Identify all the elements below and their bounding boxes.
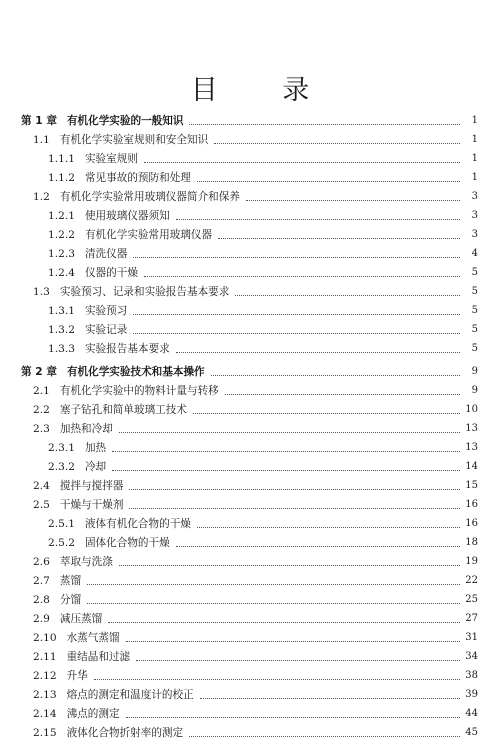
toc-entry-title: 水蒸气蒸馏 <box>66 632 120 644</box>
toc-entry-number: 1.3.2 <box>48 324 75 336</box>
toc-entry[interactable] <box>0 588 500 607</box>
toc-entry-number: 2.10 <box>33 632 57 644</box>
toc-entry[interactable] <box>0 128 500 147</box>
toc-entry-number: 2.7 <box>33 575 50 587</box>
toc-entry-title: 实验报告基本要求 <box>84 343 170 355</box>
toc-entry-page: 38 <box>465 670 478 681</box>
toc-entry-page: 4 <box>471 248 478 259</box>
toc-entry[interactable] <box>0 242 500 261</box>
dot-leader <box>225 393 460 395</box>
toc-entry-label <box>33 688 194 702</box>
toc-entry[interactable] <box>0 337 500 356</box>
toc-entry-label <box>48 152 138 166</box>
toc-entry-title: 仪器的干燥 <box>84 267 138 279</box>
dot-leader <box>87 602 460 604</box>
toc-entry-title: 有机化学实验的一般知识 <box>66 115 184 127</box>
toc-entry[interactable] <box>0 379 500 398</box>
toc-entry-number: 1.1.1 <box>48 153 75 165</box>
toc-entry-page: 3 <box>471 229 478 240</box>
toc-entry[interactable] <box>0 683 500 702</box>
toc-entry-number: 2.5.2 <box>48 537 75 549</box>
toc-entry-number: 2.4 <box>33 480 50 492</box>
toc-entry-title: 清洗仪器 <box>84 248 128 260</box>
toc-entry-page: 39 <box>465 689 478 700</box>
toc-entry[interactable] <box>0 398 500 417</box>
toc-entry-title: 冷却 <box>84 461 107 473</box>
toc-entry-page: 16 <box>465 518 478 529</box>
toc-entry[interactable] <box>0 299 500 318</box>
toc-entry-page: 25 <box>465 594 478 605</box>
toc-entry-title: 升华 <box>66 670 88 682</box>
toc-entry-number: 2.6 <box>33 556 50 568</box>
toc-entry-label <box>48 323 127 337</box>
toc-entry[interactable] <box>0 280 500 299</box>
toc-entry-title: 有机化学实验中的物料计量与转移 <box>59 385 219 397</box>
toc-entry[interactable] <box>0 702 500 721</box>
toc-entry-title: 有机化学实验常用玻璃仪器 <box>84 229 213 241</box>
toc-entry-title: 干燥与干燥剂 <box>59 499 124 511</box>
toc-entry-label <box>33 593 81 607</box>
toc-entry-label <box>33 555 113 569</box>
toc-entry-label <box>33 285 229 299</box>
toc-entry[interactable] <box>0 626 500 645</box>
dot-leader <box>218 237 460 239</box>
toc-entry-title: 液体有机化合物的干燥 <box>84 518 191 530</box>
toc-entry-label <box>48 304 127 318</box>
toc-entry-page: 15 <box>465 480 478 491</box>
toc-entry-label <box>33 631 120 645</box>
toc-entry-label <box>48 536 170 550</box>
toc-entry-title: 实验预习、记录和实验报告基本要求 <box>59 286 230 298</box>
dot-leader <box>133 313 460 315</box>
toc-entry[interactable] <box>0 223 500 242</box>
toc-entry-number: 1.3 <box>33 286 50 298</box>
toc-entry-title: 重结晶和过滤 <box>66 651 131 663</box>
toc-entry-label <box>48 247 127 261</box>
toc-entry-label <box>33 422 113 436</box>
toc-entry-title: 有机化学实验室规则和安全知识 <box>59 134 209 146</box>
toc-entry-title: 实验室规则 <box>84 153 138 165</box>
toc-entry-number: 1.2.3 <box>48 248 75 260</box>
toc-entry-title: 实验记录 <box>84 324 128 336</box>
toc-entry-title: 分馏 <box>59 594 82 606</box>
dot-leader <box>246 199 460 201</box>
toc-entry[interactable] <box>0 261 500 280</box>
toc-entry-page: 10 <box>465 404 478 415</box>
toc-entry-label <box>33 190 240 204</box>
toc-entry[interactable] <box>0 607 500 626</box>
toc-entry-label <box>33 574 81 588</box>
toc-entry-number: 2.5 <box>33 499 50 511</box>
toc-entry-number: 2.3.2 <box>48 461 75 473</box>
toc-entry-label <box>33 133 208 147</box>
dot-leader <box>235 294 460 296</box>
toc-entry[interactable] <box>0 204 500 223</box>
toc-entry-title: 搅拌与搅拌器 <box>59 480 124 492</box>
toc-entry-page: 9 <box>471 366 478 377</box>
toc-entry-number: 1.2.1 <box>48 210 75 222</box>
toc-entry-title: 塞子钻孔和简单玻璃工技术 <box>59 404 187 416</box>
toc-entry-label <box>21 114 183 128</box>
toc-entry-page: 3 <box>471 210 478 221</box>
dot-leader <box>211 374 460 376</box>
dot-leader <box>133 256 460 258</box>
toc-entry-number: 1.3.1 <box>48 305 75 317</box>
toc-entry-number: 2.3.1 <box>48 442 75 454</box>
toc-entry-number: 2.11 <box>33 651 57 663</box>
toc-entry-number: 1.3.3 <box>48 343 75 355</box>
toc-entry-label <box>48 266 138 280</box>
toc-entry[interactable] <box>0 166 500 185</box>
toc-entry-title: 有机化学实验技术和基本操作 <box>66 366 205 378</box>
toc-entry-number: 2.8 <box>33 594 50 606</box>
dot-leader <box>193 412 460 414</box>
toc-entry-title: 实验预习 <box>84 305 128 317</box>
toc-entry-title: 常见事故的预防和处理 <box>84 172 191 184</box>
dot-leader <box>136 659 460 661</box>
toc-entry[interactable] <box>0 493 500 512</box>
dot-leader <box>129 488 460 490</box>
toc-entry-label <box>33 384 219 398</box>
toc-entry[interactable] <box>0 721 500 740</box>
toc-entry-page: 5 <box>471 286 478 297</box>
toc-entry-label <box>33 612 102 626</box>
toc-entry-label <box>48 517 191 531</box>
toc-entry-title: 有机化学实验常用玻璃仪器简介和保养 <box>59 191 240 203</box>
toc-entry-label <box>33 707 120 721</box>
toc-entry-number: 2.12 <box>33 670 57 682</box>
dot-leader <box>108 621 460 623</box>
toc-entry-label <box>48 171 191 185</box>
dot-leader <box>144 275 460 277</box>
toc-entry-title: 沸点的测定 <box>66 708 120 720</box>
toc-entry-title: 加热 <box>84 442 107 454</box>
dot-leader <box>126 716 460 718</box>
toc-entry-page: 44 <box>465 708 478 719</box>
toc-entry-page: 1 <box>471 172 478 183</box>
toc-entry-page: 22 <box>465 575 478 586</box>
dot-leader <box>197 180 460 182</box>
toc-entry-number: 2.5.1 <box>48 518 75 530</box>
toc-entry-label <box>33 650 130 664</box>
toc-entry-page: 34 <box>465 651 478 662</box>
toc-entry-page: 18 <box>465 537 478 548</box>
dot-leader <box>176 545 460 547</box>
toc-entry[interactable] <box>0 569 500 588</box>
toc-entry-number: 1.2.2 <box>48 229 75 241</box>
toc-entry[interactable] <box>0 512 500 531</box>
toc-entry-page: 19 <box>465 556 478 567</box>
toc-entry-page: 13 <box>465 423 478 434</box>
toc-entry-title: 使用玻璃仪器须知 <box>84 210 170 222</box>
dot-leader <box>112 450 460 452</box>
dot-leader <box>119 431 460 433</box>
toc-entry-number: 2.3 <box>33 423 50 435</box>
toc-entry-label <box>33 669 88 683</box>
toc-entry-number: 第 2 章 <box>21 366 57 378</box>
toc-entry-number: 2.9 <box>33 613 50 625</box>
dot-leader <box>133 332 460 334</box>
toc-entry-number: 2.2 <box>33 404 50 416</box>
dot-leader <box>94 678 460 680</box>
toc-entry-page: 14 <box>465 461 478 472</box>
dot-leader <box>176 351 460 353</box>
toc-entry-title: 熔点的测定和温度计的校正 <box>66 689 194 701</box>
toc-entry-number: 2.13 <box>33 689 57 701</box>
toc-entry-page: 16 <box>465 499 478 510</box>
toc-entry[interactable] <box>0 109 500 128</box>
dot-leader <box>214 142 460 144</box>
toc-entry[interactable] <box>0 645 500 664</box>
toc-entry[interactable] <box>0 318 500 337</box>
toc-entry-page: 3 <box>471 191 478 202</box>
dot-leader <box>129 507 460 509</box>
toc-entry-page: 5 <box>471 305 478 316</box>
toc-entry[interactable] <box>0 550 500 569</box>
toc-entry[interactable] <box>0 147 500 166</box>
toc-entry-number: 1.2.4 <box>48 267 75 279</box>
toc-entry-title: 减压蒸馏 <box>59 613 103 625</box>
toc-entry-label <box>48 441 106 455</box>
toc-entry-number: 2.1 <box>33 385 50 397</box>
dot-leader <box>119 564 460 566</box>
toc-entry-number: 2.14 <box>33 708 57 720</box>
toc-entry[interactable] <box>0 474 500 493</box>
dot-leader <box>126 640 460 642</box>
toc-entry-number: 1.1 <box>33 134 50 146</box>
toc-entry-title: 加热和冷却 <box>59 423 113 435</box>
toc-entry-title: 萃取与洗涤 <box>59 556 113 568</box>
toc-entry-label <box>48 460 106 474</box>
toc-entry[interactable] <box>0 417 500 436</box>
toc-entry-page: 31 <box>465 632 478 643</box>
dot-leader <box>87 583 460 585</box>
toc-entry-label <box>21 365 205 379</box>
dot-leader <box>112 469 460 471</box>
toc-entry[interactable] <box>0 185 500 204</box>
toc-entry-label <box>33 498 123 512</box>
dot-leader <box>189 735 460 737</box>
dot-leader <box>189 123 460 125</box>
toc-entry-title: 固体化合物的干燥 <box>84 537 170 549</box>
toc-entry-number: 1.2 <box>33 191 50 203</box>
toc-entry-label <box>48 209 170 223</box>
toc-entry-label <box>33 726 183 740</box>
dot-leader <box>176 218 460 220</box>
toc-entry[interactable] <box>0 531 500 550</box>
toc-entry-title: 蒸馏 <box>59 575 82 587</box>
toc-entry-number: 1.1.2 <box>48 172 75 184</box>
dot-leader <box>200 697 460 699</box>
toc-entry-label <box>48 342 170 356</box>
toc-entry[interactable] <box>0 455 500 474</box>
toc-entry-page: 1 <box>471 134 478 145</box>
toc-entry[interactable] <box>0 664 500 683</box>
toc-entry-page: 5 <box>471 267 478 278</box>
toc-entry-title: 液体化合物折射率的测定 <box>66 727 184 739</box>
toc-entry-page: 27 <box>465 613 478 624</box>
toc-entry-number: 2.15 <box>33 727 57 739</box>
toc-entry-page: 9 <box>471 385 478 396</box>
dot-leader <box>197 526 460 528</box>
toc-entry-label <box>33 403 187 417</box>
page-title: 目 录 <box>190 75 338 106</box>
toc-entry-page: 1 <box>471 115 478 126</box>
toc-entry-number: 第 1 章 <box>21 115 57 127</box>
toc-entry-label <box>48 228 212 242</box>
toc-entry[interactable] <box>0 436 500 455</box>
toc-entry-page: 5 <box>471 343 478 354</box>
toc-entry-page: 1 <box>471 153 478 164</box>
toc-entry-page: 13 <box>465 442 478 453</box>
toc-entry-label <box>33 479 123 493</box>
toc-entry[interactable] <box>0 360 500 379</box>
dot-leader <box>144 161 460 163</box>
toc-entry-page: 5 <box>471 324 478 335</box>
toc-entry-page: 45 <box>465 727 478 738</box>
